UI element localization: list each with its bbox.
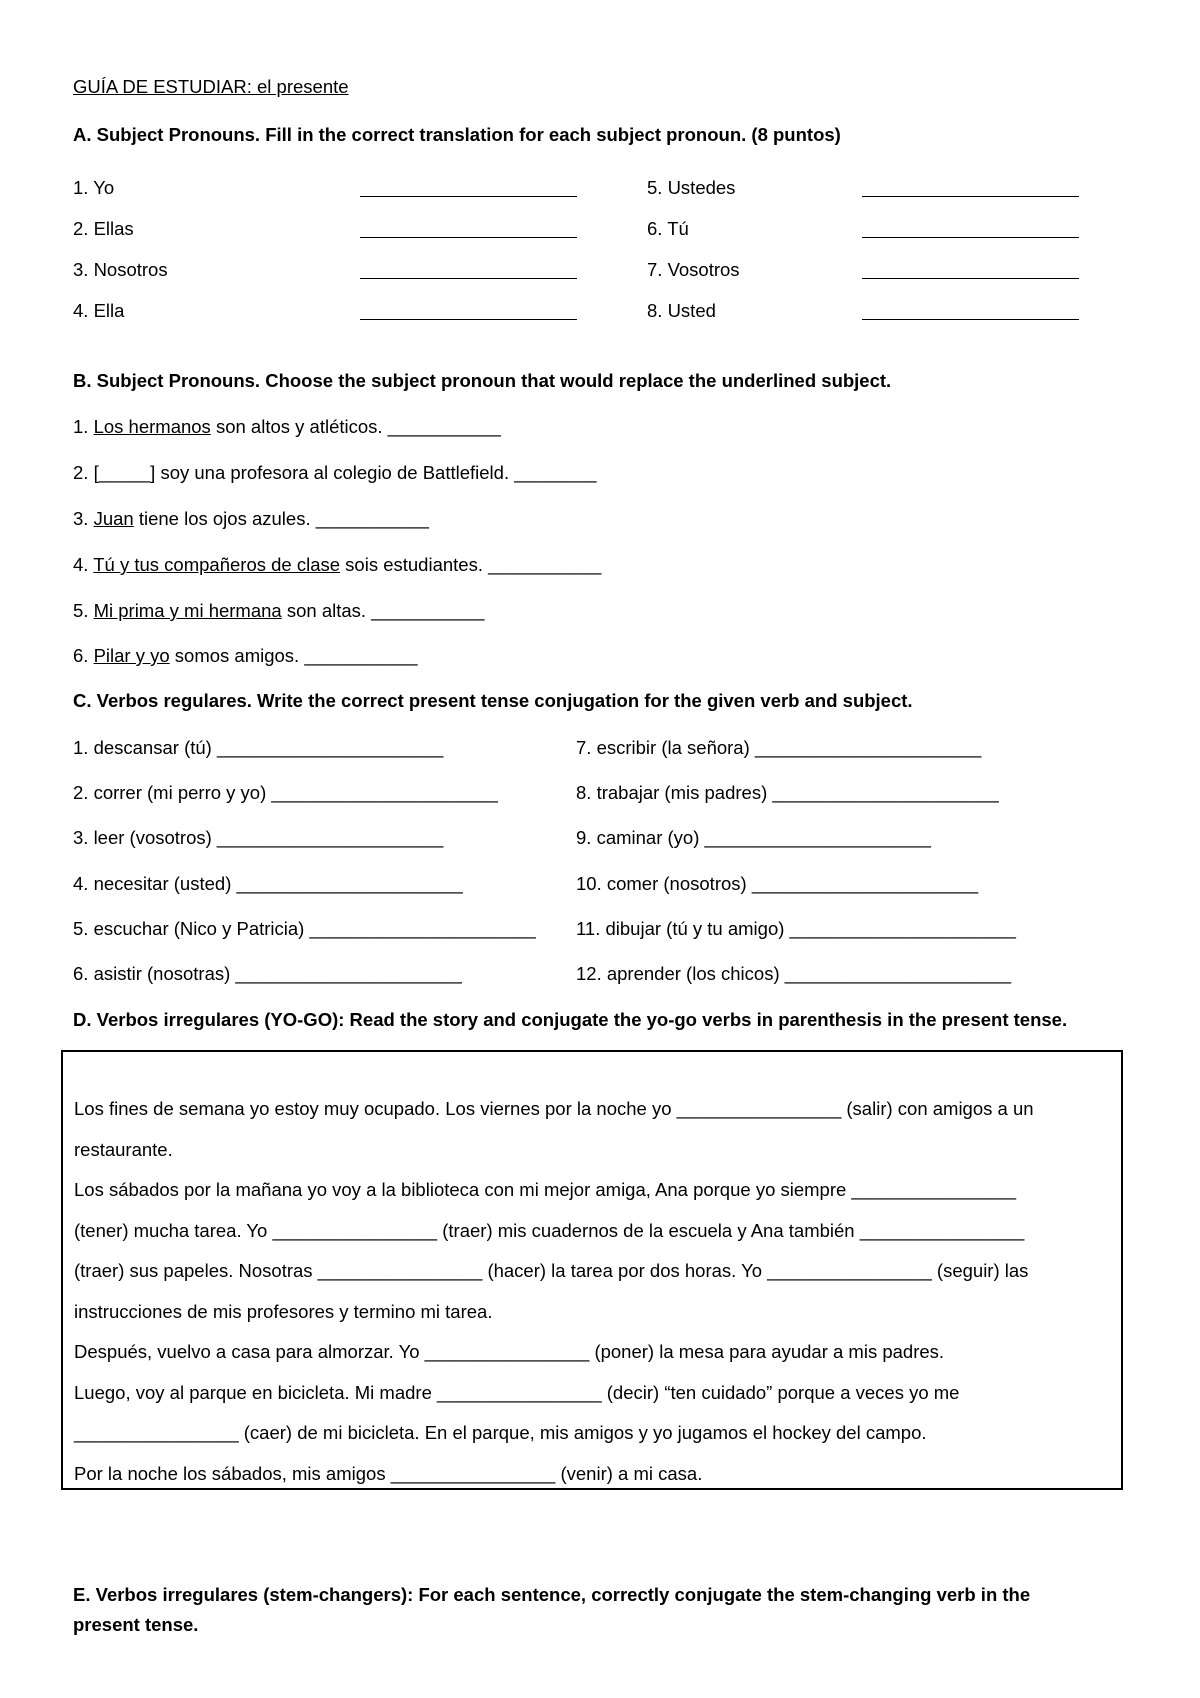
- underlined-subject: Juan: [93, 508, 134, 529]
- section-c-item: 4. necesitar (usted) ______________________: [73, 873, 463, 894]
- item-text: son altos y atléticos. ___________: [210, 416, 501, 437]
- item-number: 2.: [73, 462, 94, 483]
- story-box: [61, 1050, 1123, 1490]
- section-c-item: 6. asistir (nosotras) ______________________: [73, 963, 462, 984]
- item-text: son altas. ___________: [281, 600, 485, 621]
- section-c-item: 3. leer (vosotros) ______________________: [73, 827, 444, 848]
- section-b-item: [73, 508, 429, 530]
- story-line: Después, vuelvo a casa para almorzar. Yo ________________ (poner) la mesa para ayudar a mis padres.: [74, 1341, 945, 1362]
- item-number: 1.: [73, 416, 94, 437]
- answer-blank[interactable]: [360, 196, 577, 197]
- section-a-item: 6. Tú: [647, 218, 689, 239]
- section-c-heading: C. Verbos regulares. Write the correct present tense conjugation for the given verb and subject.: [73, 690, 913, 711]
- section-c-item: 5. escuchar (Nico y Patricia) ______________________: [73, 918, 536, 939]
- item-text: somos amigos. ___________: [169, 645, 418, 666]
- section-a-heading: A. Subject Pronouns. Fill in the correct translation for each subject pronoun. (8 puntos): [73, 124, 841, 145]
- story-line: ________________ (caer) de mi bicicleta. En el parque, mis amigos y yo jugamos el hockey del campo.: [74, 1422, 927, 1443]
- story-line: Por la noche los sábados, mis amigos ________________ (venir) a mi casa.: [74, 1463, 703, 1484]
- section-c-item: 8. trabajar (mis padres) ______________________: [576, 782, 999, 803]
- section-a-item: 5. Ustedes: [647, 177, 736, 198]
- section-c-item: 12. aprender (los chicos) ______________________: [576, 963, 1012, 984]
- section-d-heading: D. Verbos irregulares (YO-GO): Read the story and conjugate the yo-go verbs in parenthesis in the present tense.: [73, 1009, 1068, 1030]
- section-e-heading-continued: present tense.: [73, 1614, 199, 1635]
- section-c-item: 9. caminar (yo) ______________________: [576, 827, 931, 848]
- story-line: Los sábados por la mañana yo voy a la biblioteca con mi mejor amiga, Ana porque yo siempre ________________: [74, 1179, 1017, 1200]
- answer-blank[interactable]: [862, 278, 1079, 279]
- item-text: tiene los ojos azules. ___________: [133, 508, 429, 529]
- section-b-item: [73, 462, 597, 484]
- section-c-item: 10. comer (nosotros) ______________________: [576, 873, 979, 894]
- section-a-item: 8. Usted: [647, 300, 716, 321]
- underlined-subject: Pilar y yo: [93, 645, 170, 666]
- item-text: [_____] soy una profesora al colegio de Battlefield. ________: [93, 462, 597, 483]
- item-text: sois estudiantes. ___________: [340, 554, 602, 575]
- section-a-item: 2. Ellas: [73, 218, 134, 239]
- story-line: (tener) mucha tarea. Yo ________________ (traer) mis cuadernos de la escuela y Ana también ________________: [74, 1220, 1025, 1241]
- section-a-item: 1. Yo: [73, 177, 115, 198]
- story-line: restaurante.: [74, 1139, 173, 1160]
- section-c-item: 11. dibujar (tú y tu amigo) ______________________: [576, 918, 1016, 939]
- item-number: 6.: [73, 645, 94, 666]
- section-b-item: [73, 600, 484, 622]
- section-b-item: [73, 554, 601, 576]
- story-line: (traer) sus papeles. Nosotras ________________ (hacer) la tarea por dos horas. Yo ________________ (seguir) las: [74, 1260, 1029, 1281]
- underlined-subject: Tú y tus compañeros de clase: [93, 554, 341, 575]
- item-number: 4.: [73, 554, 94, 575]
- section-c-item: 7. escribir (la señora) ______________________: [576, 737, 982, 758]
- section-c-item: 2. correr (mi perro y yo) ______________________: [73, 782, 498, 803]
- story-line: Los fines de semana yo estoy muy ocupado. Los viernes por la noche yo ________________ (salir) con amigos a un: [74, 1098, 1034, 1119]
- section-b-item: [73, 416, 501, 438]
- answer-blank[interactable]: [862, 319, 1079, 320]
- section-a-item: 7. Vosotros: [647, 259, 740, 280]
- item-number: 3.: [73, 508, 94, 529]
- story-line: instrucciones de mis profesores y termino mi tarea.: [74, 1301, 493, 1322]
- page-title: GUÍA DE ESTUDIAR: el presente: [73, 76, 349, 97]
- answer-blank[interactable]: [862, 196, 1079, 197]
- section-e-heading: E. Verbos irregulares (stem-changers): For each sentence, correctly conjugate the stem-changing verb in the: [73, 1584, 1031, 1605]
- answer-blank[interactable]: [360, 319, 577, 320]
- section-b-heading: B. Subject Pronouns. Choose the subject pronoun that would replace the underlined subject.: [73, 370, 892, 391]
- underlined-subject: Mi prima y mi hermana: [93, 600, 282, 621]
- section-b-item: [73, 645, 418, 667]
- section-a-item: 4. Ella: [73, 300, 125, 321]
- section-a-item: 3. Nosotros: [73, 259, 168, 280]
- answer-blank[interactable]: [360, 278, 577, 279]
- underlined-subject: Los hermanos: [93, 416, 211, 437]
- answer-blank[interactable]: [360, 237, 577, 238]
- story-line: Luego, voy al parque en bicicleta. Mi madre ________________ (decir) “ten cuidado” porque a veces yo me: [74, 1382, 960, 1403]
- answer-blank[interactable]: [862, 237, 1079, 238]
- item-number: 5.: [73, 600, 94, 621]
- section-c-item: 1. descansar (tú) ______________________: [73, 737, 444, 758]
